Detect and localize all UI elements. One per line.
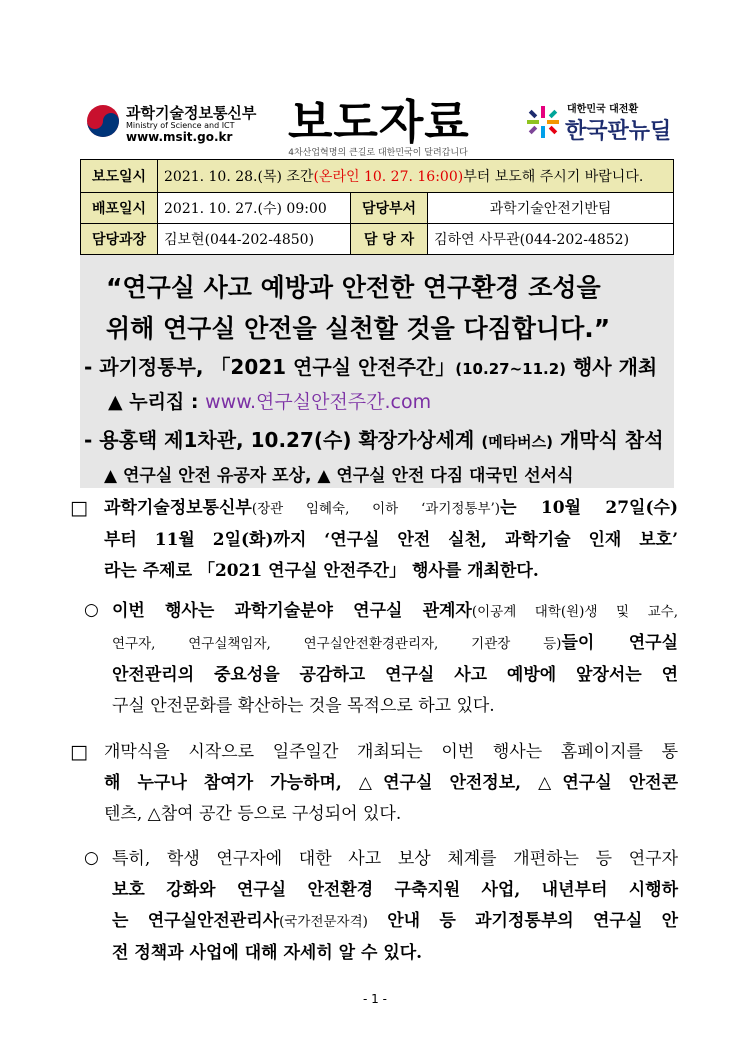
p4-aside: (국가전문자격)	[279, 914, 368, 930]
ministry-url: www.msit.go.kr	[126, 130, 233, 144]
paragraph-1-line-2: 부터 11월 2일(화)까지 ‘연구실 안전 실천, 과학기술 인재 보호’	[104, 530, 678, 550]
korean-new-deal-logo	[525, 100, 695, 145]
subtitle-1-text: - 과기정통부, 「2021 연구실 안전주간」	[84, 355, 456, 379]
manager-label: 담당과장	[81, 224, 158, 255]
headline-subtitle-2	[84, 424, 664, 453]
paragraph-1	[104, 493, 678, 587]
paragraph-2	[112, 596, 678, 722]
p2-aside-2: 연구자, 연구실책임자, 연구실안전환경관리자, 기관장 등)	[112, 636, 562, 652]
subtitle-2-metaverse: (메타버스)	[481, 433, 554, 451]
website-link[interactable]: www.연구실안전주간.com	[205, 391, 432, 413]
new-deal-tagline: 대한민국 대전환	[567, 104, 639, 115]
paragraph-2-line-3: 안전관리의 중요성을 공감하고 연구실 사고 예방에 앞장서는 연	[112, 665, 678, 685]
ministry-name: 과학기술정보통신부	[126, 104, 257, 122]
ministry-english-name: Ministry of Science and ICT	[126, 121, 235, 130]
release-date: 2021. 10. 28.(목) 조간	[164, 169, 314, 185]
paragraph-3-line-1: 개막식을 시작으로 일주일간 개최되는 이번 행사는 홈페이지를 통	[104, 742, 678, 762]
page-number: - 1 -	[363, 992, 387, 1006]
dept-value: 과학기술안전기반팀	[428, 193, 674, 224]
headline-quote-line-2: 위해 연구실 안전을 실천할 것을 다짐합니다.”	[106, 314, 611, 343]
p4-qualification: 는 연구실안전관리사	[112, 911, 280, 931]
distribution-label: 배포일시	[81, 193, 158, 224]
headline-bullet-website	[108, 387, 431, 414]
paragraph-3	[104, 737, 678, 830]
staff-value: 김하연 사무관(044-202-4852)	[428, 224, 674, 255]
subtitle-2-tail: 개막식 참석	[553, 428, 664, 452]
release-value	[158, 160, 674, 193]
manager-value: 김보현(044-202-4850)	[158, 224, 351, 255]
staff-label: 담 당 자	[351, 224, 428, 255]
press-release-subtitle: 4차산업혁명의 큰길로 대한민국이 달려갑니다	[288, 148, 468, 158]
paragraph-4	[112, 844, 678, 969]
release-info-table	[80, 159, 674, 255]
paragraph-2-line-1	[112, 596, 678, 628]
paragraph-1-line-3: 라는 주제로 「2021 연구실 안전주간」 행사를 개최한다.	[104, 561, 539, 581]
taegeuk-emblem-icon	[86, 104, 120, 138]
paragraph-4-line-4: 전 정책과 사업에 대해 자세히 알 수 있다.	[112, 943, 423, 963]
headline-bullet-events: ▲ 연구실 안전 유공자 포상, ▲ 연구실 안전 다짐 대국민 선서식	[104, 466, 574, 486]
release-row	[81, 160, 674, 193]
paragraph-1-line-1	[104, 493, 678, 525]
paragraph-4-line-3	[112, 906, 678, 938]
p2-aside-1: (이공계 대학(원)생 및 교수,	[471, 604, 678, 620]
press-release-title: 보도자료	[288, 95, 470, 149]
website-label: ▲ 누리집 :	[108, 391, 206, 413]
paragraph-3-line-3: 텐츠, △참여 공간 등으로 구성되어 있다.	[104, 804, 402, 824]
p1-date: 는 10월 27일(수)	[500, 498, 678, 518]
subtitle-2-text: - 용홍택 제1차관, 10.27(수) 확장가상세계	[84, 428, 482, 452]
circle-bullet-2: ○	[84, 848, 99, 868]
manager-row	[81, 224, 674, 255]
p2-intro: 이번 행사는 과학기술분야 연구실 관계자	[112, 601, 472, 621]
subtitle-1-tail: 행사 개최	[566, 355, 658, 379]
p1-aside: (장관 임혜숙, 이하 ‘과기정통부’)	[251, 501, 501, 517]
paragraph-4-line-2: 보호 강화와 연구실 안전환경 구축지원 사업, 내년부터 시행하	[112, 880, 678, 900]
release-note: 부터 보도해 주시기 바랍니다.	[463, 169, 644, 185]
subtitle-1-period: (10.27~11.2)	[455, 360, 567, 378]
release-online-time: (온라인 10. 27. 16:00)	[313, 169, 464, 185]
paragraph-2-line-4: 구실 안전문화를 확산하는 것을 목적으로 하고 있다.	[112, 696, 495, 716]
new-deal-star-icon	[525, 104, 561, 140]
new-deal-name: 한국판뉴딜	[565, 119, 672, 144]
headline-quote-line-1: “연구실 사고 예방과 안전한 연구환경 조성을	[106, 273, 601, 302]
paragraph-4-line-1: 특히, 학생 연구자에 대한 사고 보상 체계를 개편하는 등 연구자	[112, 849, 678, 869]
paragraph-2-line-2	[112, 628, 678, 660]
dept-label: 담당부서	[351, 193, 428, 224]
distribution-row	[81, 193, 674, 224]
p1-ministry: 과학기술정보통신부	[104, 498, 252, 518]
p2-subject: 들이 연구실	[561, 633, 679, 653]
square-bullet-1: □	[70, 497, 88, 519]
distribution-value: 2021. 10. 27.(수) 09:00	[158, 193, 351, 224]
headline-subtitle-1	[84, 351, 657, 380]
p4-tail: 안내 등 과기정통부의 연구실 안	[367, 911, 679, 931]
release-label: 보도일시	[81, 160, 158, 193]
paragraph-3-line-2: 해 누구나 참여가 가능하며, △연구실 안전정보, △연구실 안전콘	[104, 773, 678, 793]
square-bullet-2: □	[70, 741, 88, 763]
circle-bullet-1: ○	[84, 600, 99, 620]
